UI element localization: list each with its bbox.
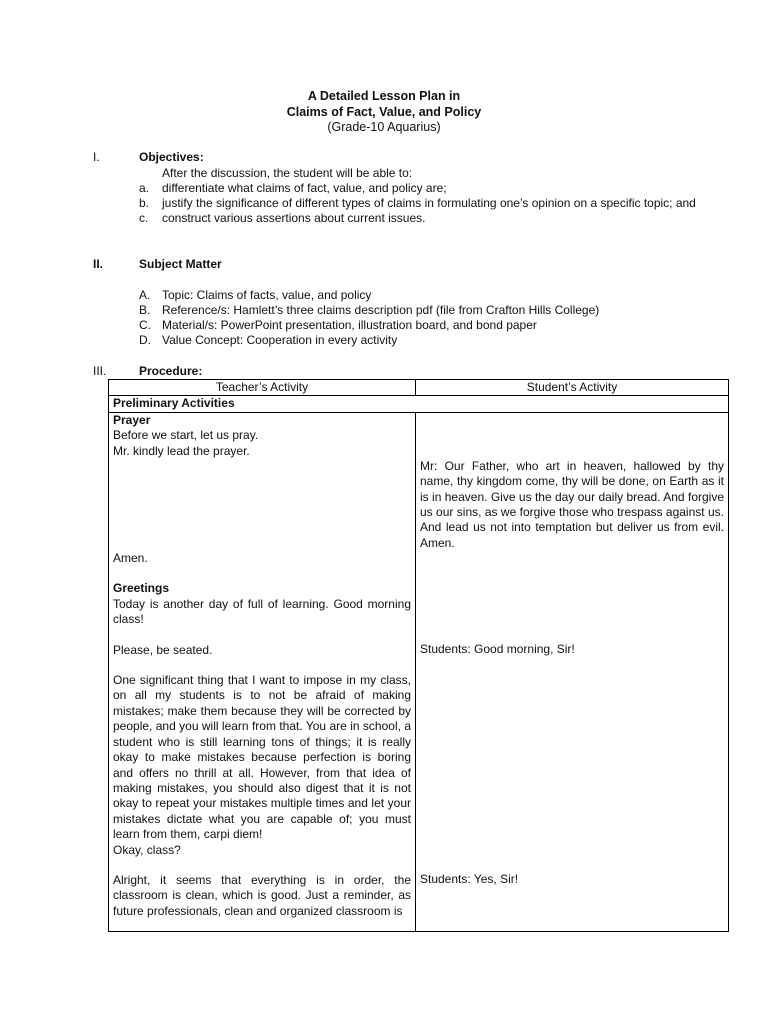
objectives-intro: After the discussion, the student will be able to: — [162, 166, 413, 180]
title-block — [0, 89, 768, 136]
objectives-numeral: I. — [93, 150, 100, 164]
preliminary-activities-row: Preliminary Activities — [109, 396, 729, 412]
objective-item: a. differentiate what claims of fact, value, and policy are; — [139, 181, 447, 195]
procedure-heading: Procedure: — [139, 364, 203, 378]
document-subtitle: Claims of Fact, Value, and Policy — [286, 104, 482, 119]
prayer-heading: Prayer — [113, 412, 151, 427]
subject-item: D. Value Concept: Cooperation in every activity — [139, 333, 398, 347]
objectives-heading: Objectives: — [139, 150, 204, 164]
teacher-activity-header: Teacher’s Activity — [109, 380, 416, 396]
student-activity-cell — [416, 412, 729, 931]
teacher-prayer-line: Before we start, let us pray. — [113, 428, 259, 443]
subject-matter-heading: Subject Matter — [139, 257, 222, 271]
subject-matter-numeral: II. — [93, 257, 104, 271]
teacher-amen: Amen. — [113, 551, 148, 566]
teacher-seated: Please, be seated. — [113, 642, 213, 657]
subject-item: C. Material/s: PowerPoint presentation, illustration board, and bond paper — [139, 318, 537, 332]
greetings-heading: Greetings — [113, 581, 170, 596]
objective-item: b. justify the significance of different types of claims in formulating one’s opinion on a specific topic; and — [139, 196, 696, 210]
grade-label: (Grade-10 Aquarius) — [327, 120, 441, 134]
student-activity-header: Student’s Activity — [416, 380, 729, 396]
subject-item: B. Reference/s: Hamlett’s three claims description pdf (file from Crafton Hills College) — [139, 303, 600, 317]
teacher-okay: Okay, class? — [113, 842, 181, 857]
document-title: A Detailed Lesson Plan in — [307, 89, 461, 103]
procedure-table — [108, 379, 729, 932]
subject-item: A. Topic: Claims of facts, value, and policy — [139, 288, 372, 302]
procedure-numeral: III. — [93, 364, 107, 378]
objective-item: c. construct various assertions about current issues. — [139, 211, 426, 225]
teacher-greeting: Today is another day of full of learning. Good morning class! — [113, 596, 411, 627]
teacher-prayer-line: Mr. kindly lead the prayer. — [113, 443, 250, 458]
teacher-order-text: Alright, it seems that everything is in order, the classroom is clean, which is good. Just a reminder, as future professionals, clean and organized classroom is — [113, 872, 411, 918]
student-greeting: Students: Good morning, Sir! — [420, 642, 575, 657]
teacher-activity-cell — [109, 412, 416, 931]
student-yes: Students: Yes, Sir! — [420, 871, 519, 886]
teacher-mistakes-text: One significant thing that I want to impose in my class, on all my students is to not be afraid of making mistakes; make them because they will be corrected by people, and you will learn from that. You are in school, a student who is still learning tons of things; it is really okay to make mistakes because perfection is boring and offers no thrill at all. However, from that idea of making mistakes, you should also digest that it is not okay to repeat your mistakes multiple times and let your mistakes dictate what you are capable of; you must learn from them, carpi diem! — [113, 673, 411, 842]
student-prayer: Mr: Our Father, who art in heaven, hallowed by thy name, thy kingdom come, thy will be done, on Earth as it is in heaven. Give us the day our daily bread. And forgive us our sins, as we forgive those who trespass against us. And lead us not into temptation but deliver us from evil. Amen. — [420, 458, 724, 550]
